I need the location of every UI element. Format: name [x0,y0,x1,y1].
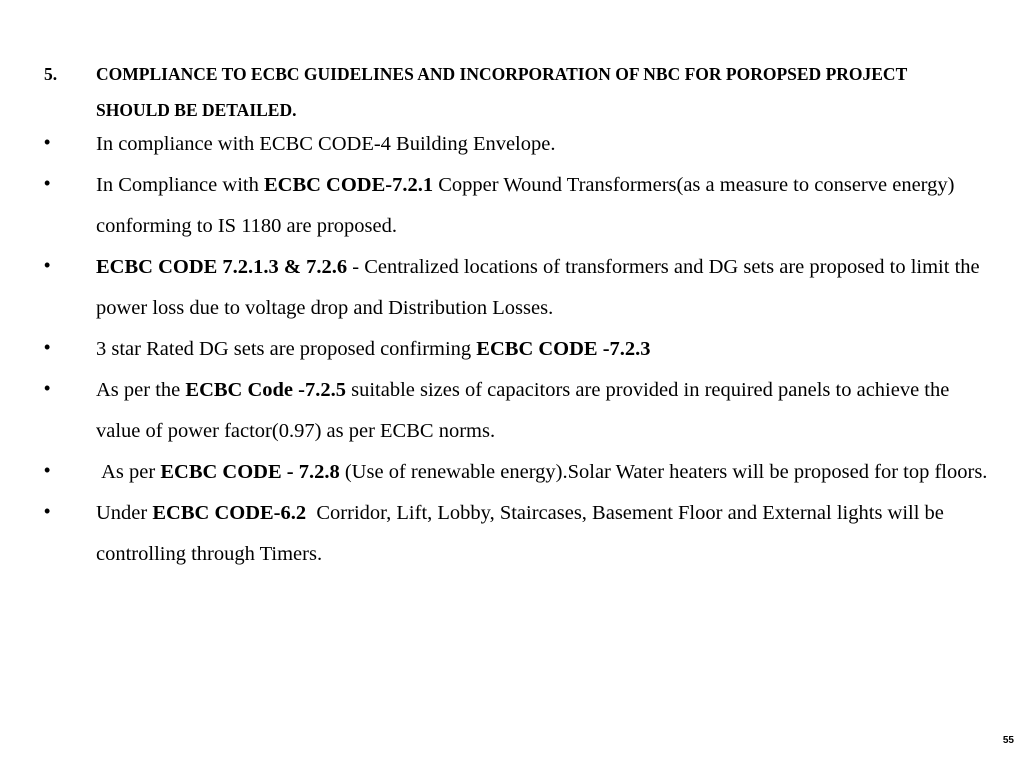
bullet-item: • In Compliance with ECBC CODE-7.2.1 Copper Wound Transformers(as a measure to conserve energy) conforming to IS 1180 are proposed. [44,165,994,247]
bullet-item: • 3 star Rated DG sets are proposed confirming ECBC CODE -7.2.3 [44,329,994,370]
page-number: 55 [1002,735,1014,746]
bullet-item: • Under ECBC CODE-6.2 Corridor, Lift, Lobby, Staircases, Basement Floor and External lights will be controlling through Timers. [44,493,994,575]
bullet-icon: • [44,255,51,275]
bullet-item: • ECBC CODE 7.2.1.3 & 7.2.6 - Centralized locations of transformers and DG sets are proposed to limit the power loss due to voltage drop and Distribution Losses. [44,247,994,329]
bullet-icon: • [44,501,51,521]
bullet-item: • As per the ECBC Code -7.2.5 suitable sizes of capacitors are provided in required panels to achieve the value of power factor(0.97) as per ECBC norms. [44,370,994,452]
section-heading [44,56,984,128]
bullet-icon: • [44,337,51,357]
section-number: 5. [44,64,58,84]
bullet-list [44,124,994,575]
bullet-icon: • [44,173,51,193]
bullet-item: • As per ECBC CODE - 7.2.8 (Use of renewable energy).Solar Water heaters will be proposed for top floors. [44,452,994,493]
section-title: COMPLIANCE TO ECBC GUIDELINES AND INCORPORATION OF NBC FOR POROPSED PROJECT SHOULD BE DETAILED. [96,64,907,120]
bullet-icon: • [44,460,51,480]
bullet-item: • In compliance with ECBC CODE-4 Building Envelope. [44,124,994,165]
bullet-icon: • [44,378,51,398]
bullet-icon: • [44,132,51,152]
